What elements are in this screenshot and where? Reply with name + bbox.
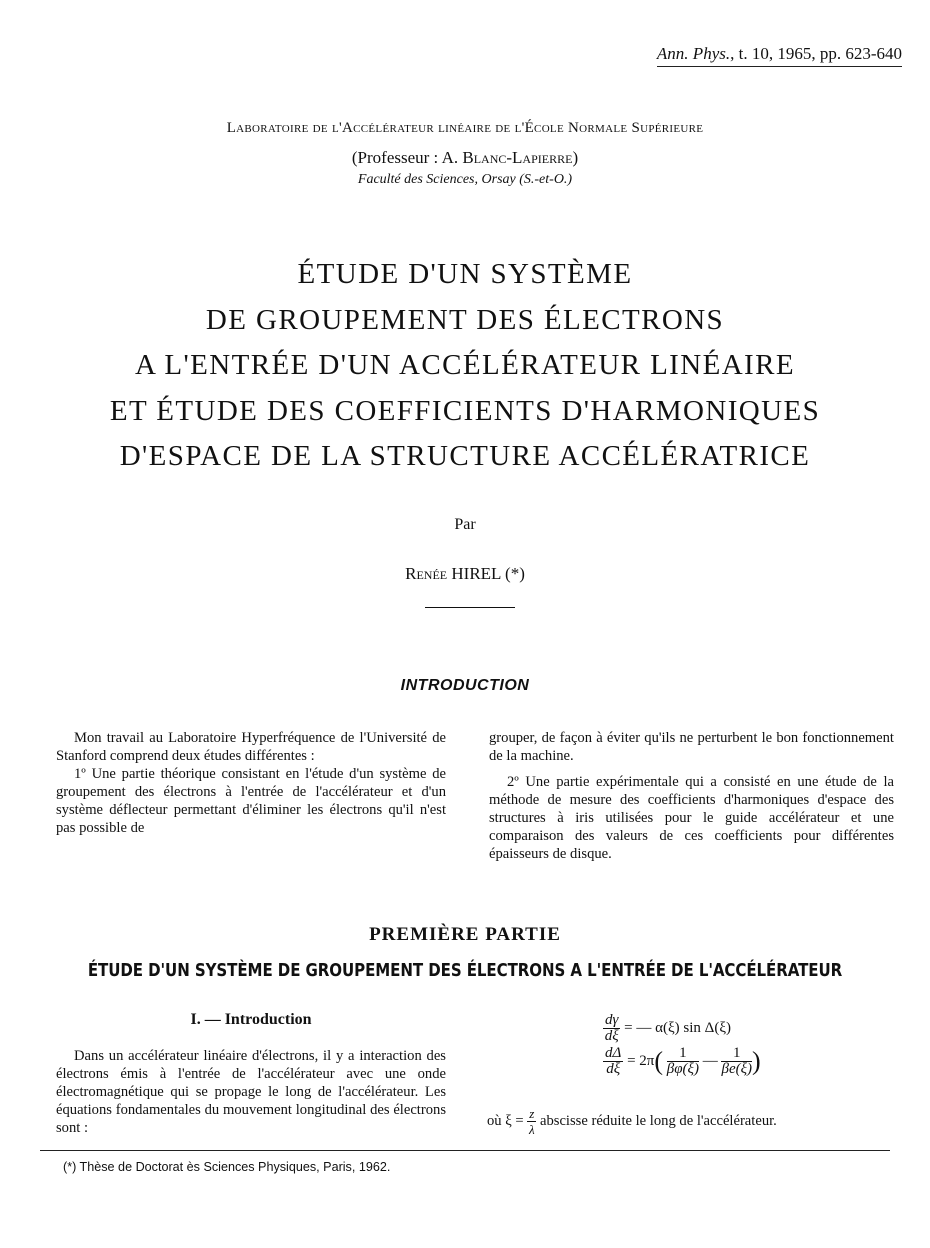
footnote-divider	[40, 1150, 890, 1151]
faculty-line: Faculté des Sciences, Orsay (S.-et-O.)	[357, 172, 573, 187]
paper-title	[0, 252, 930, 480]
intro-paragraph-4: 2º Une partie expérimentale qui a consisté en une étude de la méthode de mesure des coefficients d'harmoniques d'espace des structures à iris utilisées pour le guide accélérateur et une comparaison des valeurs de ces coefficients pour différentes épaisseurs de disque.	[489, 774, 894, 862]
equation-3	[487, 1106, 777, 1137]
author-name	[0, 564, 930, 584]
eq2-fraction-2: $\frac{1}{\beta e(\xi)}$	[721, 1045, 753, 1077]
equation-2	[603, 1046, 761, 1077]
title-line: ÉTUDE D'UN SYSTÈME	[297, 258, 633, 290]
eq2-close-paren: )	[752, 1046, 761, 1076]
professor-suffix: )	[572, 148, 579, 167]
title-line: A L'ENTRÉE D'UN ACCÉLÉRATEUR LINÉAIRE	[135, 349, 795, 381]
equation-1	[603, 1013, 731, 1044]
eq3-fraction: $\frac{z}{\lambda}$	[528, 1106, 535, 1137]
intro-right-column	[489, 729, 894, 863]
eq2-fraction: $\frac{d\Delta}{d\xi}$	[605, 1045, 622, 1077]
section-paragraph: Dans un accélérateur linéaire d'électrons, il y a interaction des électrons émis à l'entrée de l'accélérateur avec une onde électromagnétique qui se propage le long de l'accélérateur. Les équations fondamentales du mouvement longitudinal des électrons sont :	[56, 1048, 446, 1136]
title-line: D'ESPACE DE LA STRUCTURE ACCÉLÉRATRICE	[119, 440, 811, 472]
by-label: Par	[454, 516, 476, 533]
title-line: DE GROUPEMENT DES ÉLECTRONS	[205, 303, 725, 336]
eq2-open-paren: (	[654, 1046, 664, 1076]
intro-paragraph-1: Mon travail au Laboratoire Hyperfréquence de l'Université de Stanford comprend deux études différentes :	[56, 730, 446, 764]
eq1-fraction: $\frac{d\gamma}{d\xi}$	[604, 1012, 619, 1044]
section-heading: I. — Introduction	[190, 1011, 312, 1028]
part-heading: PREMIÈRE PARTIE	[369, 924, 561, 945]
title-divider	[425, 607, 515, 608]
eq3-prefix: où ξ =	[487, 1112, 528, 1129]
footnote: (*) Thèse de Doctorat ès Sciences Physiques, Paris, 1962.	[63, 1160, 391, 1174]
professor-name: Blanc-Lapierre	[462, 148, 573, 167]
eq2-minus: —	[702, 1052, 718, 1069]
laboratory-name: Laboratoire de l'Accélérateur linéaire de l'École Normale Supérieure	[226, 120, 704, 136]
section-left-column	[56, 1047, 446, 1137]
eq2-fraction-1: $\frac{1}{\beta\varphi(\xi)}$	[666, 1045, 699, 1077]
title-line: ET ÉTUDE DES COEFFICIENTS D'HARMONIQUES	[109, 394, 821, 427]
eq2-mid: = 2π	[627, 1052, 655, 1069]
introduction-heading: INTRODUCTION	[400, 677, 530, 694]
professor-prefix: (Professeur : A.	[351, 148, 463, 167]
intro-paragraph-2: 1º Une partie théorique consistant en l'étude d'un système de groupement des électrons à l'entrée de l'accélérateur et d'un système déflecteur permettant d'éliminer les électrons qu'il n'est pas possible de	[56, 766, 446, 836]
journal-name: Ann. Phys.	[656, 44, 731, 63]
author-first-name: Renée	[405, 564, 448, 583]
intro-paragraph-3: grouper, de façon à éviter qu'ils ne perturbent le bon fonctionnement de la machine.	[489, 730, 894, 764]
running-head	[657, 44, 902, 67]
journal-details: , t. 10, 1965, pp. 623-640	[730, 44, 902, 63]
eq1-rhs: = — α(ξ) sin Δ(ξ)	[624, 1019, 731, 1036]
part-subheading: ÉTUDE D'UN SYSTÈME DE GROUPEMENT DES ÉLECTRONS A L'ENTRÉE DE L'ACCÉLÉRATEUR	[87, 961, 843, 981]
eq3-suffix: abscisse réduite le long de l'accélérateur.	[536, 1112, 777, 1129]
author-last-name: HIREL (*)	[447, 564, 525, 583]
professor-line	[0, 148, 930, 168]
intro-left-column	[56, 729, 446, 837]
